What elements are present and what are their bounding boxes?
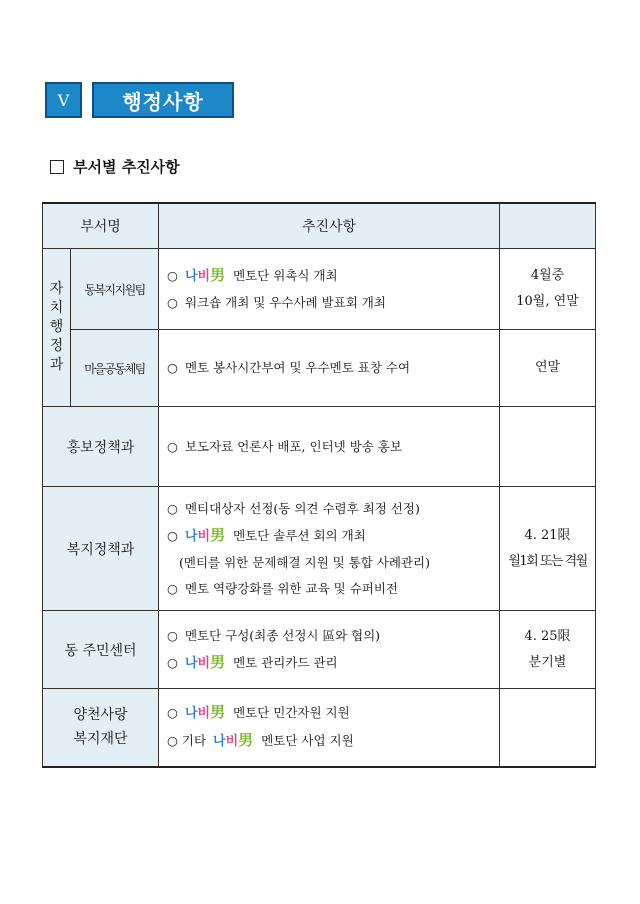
header-department: 부서명 [43,203,159,249]
timing-cell: 4. 25限 분기별 [500,611,596,689]
timing-cell: 4월중 10월, 연말 [500,249,596,330]
department-name: 동 주민센터 [43,611,159,689]
timing-cell: 4. 21限 월1회 또는 격월 [500,487,596,611]
task-cell: ○ 멘티대상자 선정(동 의견 수렴후 최정 선정) ○ 나 비 男 멘토단 솔루션 회의 개최 (멘티를 위한 문제해결 지원 및 통합 사례관리) ○ 멘토 역량강화를 위한 교육 및 슈퍼비전 [159,487,500,611]
section-number-badge: Ⅴ [45,82,82,118]
department-task-table [42,202,596,768]
task-cell: ○ 나 비 男 멘토단 위촉식 개최 ○ 워크숍 개최 및 우수사례 발표회 개최 [159,249,500,330]
task-cell: ○ 멘토 봉사시간부여 및 우수멘토 표창 수여 [159,330,500,407]
table-row [43,689,596,767]
group-label: 자 치 행 정 과 [43,249,71,407]
table-row [43,330,596,407]
task-cell: ○ 멘토단 구성(최종 선정시 區와 협의) ○ 나 비 男 멘토 관리카드 관리 [159,611,500,689]
timing-cell [500,407,596,487]
timing-cell [500,689,596,767]
sub-department: 마을공동체팀 [71,330,159,407]
navi-logo-icon: 나 비 男 [213,731,254,750]
subheading [50,156,180,177]
table-row [43,249,596,330]
timing-cell: 연말 [500,330,596,407]
table-row [43,407,596,487]
task-cell: ○ 나 비 男 멘토단 민간자원 지원 ○ 기타 나 비 男 멘토단 사업 지원 [159,689,500,767]
sub-department: 동복지지원팀 [71,249,159,330]
navi-logo-icon: 나 비 男 [184,652,226,671]
table-row [43,611,596,689]
table-row [43,487,596,611]
table-header-row [43,203,596,249]
task-cell: ○ 보도자료 언론사 배포, 인터넷 방송 홍보 [159,407,500,487]
section-title: 행정사항 [92,82,234,118]
checkbox-square-icon [50,160,64,174]
navi-logo-icon: 나 비 男 [184,703,226,722]
navi-logo-icon: 나 비 男 [184,525,226,544]
department-name: 양천사랑 복지재단 [43,689,159,767]
subheading-text: 부서별 추진사항 [73,158,180,176]
header-tasks: 추진사항 [159,203,500,249]
department-name: 복지정책과 [43,487,159,611]
header-timing [500,203,596,249]
navi-logo-icon: 나 비 男 [184,266,226,284]
department-name: 홍보정책과 [43,407,159,487]
